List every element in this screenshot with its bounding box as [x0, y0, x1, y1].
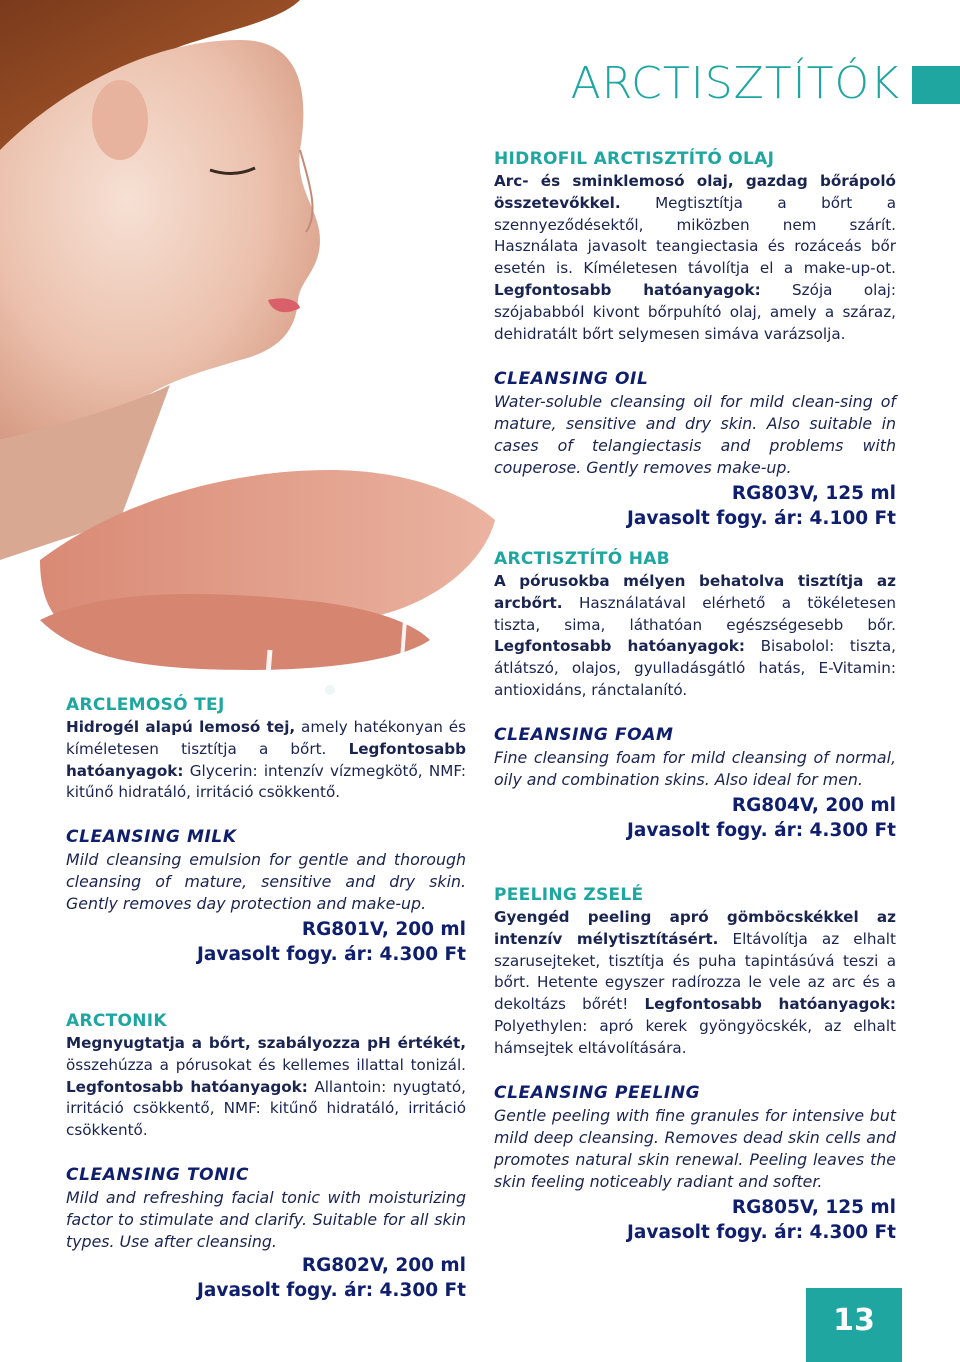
key-ingredients-label: Legfontosabb hatóanyagok:	[494, 280, 761, 299]
body-text: amely hatékonyan és kíméletesen tisztítja a bőrt.	[66, 718, 466, 758]
section-cleansing-peeling	[494, 1082, 896, 1245]
key-ingredients-text: Allantoin: nyugtató, irritáció csökkentő, NMF: kitűnő hidratáló, irritáció csökkentő.	[66, 1077, 466, 1140]
section-title: CLEANSING TONIC	[66, 1165, 250, 1185]
section-description: Water-soluble cleansing oil for mild clean-sing of mature, sensitive and dry skin. Also suitable in cases of telangiectasis and problems with couperose. Gently removes make-up.	[494, 392, 896, 477]
key-ingredients-text: Bisabolol: tiszta, átlátszó, olajos, gyulladásgátló hatás, E-Vitamin: antioxidáns, ránctalanító.	[494, 637, 896, 699]
section-title: PEELING ZSELÉ	[494, 885, 644, 905]
section-description	[66, 717, 466, 804]
section-title: CLEANSING PEELING	[494, 1083, 701, 1103]
lead-text: Arc- és sminklemosó olaj, gazdag bőrápoló összetevőkkel.	[494, 172, 896, 212]
section-description: Mild cleansing emulsion for gentle and thorough cleansing of mature, sensitive and dry skin. Gently removes day protection and make-up.	[66, 850, 466, 913]
product-code: RG801V, 200 ml	[301, 919, 466, 940]
lead-text: Hidrogél alapú lemosó tej,	[66, 718, 296, 736]
product-code: RG804V, 200 ml	[731, 795, 896, 816]
key-ingredients-label: Legfontosabb hatóanyagok:	[494, 637, 745, 656]
key-ingredients-label: Legfontosabb hatóanyagok:	[644, 995, 896, 1014]
section-arclemoso-tej	[66, 694, 466, 804]
key-ingredients-text: Glycerin: intenzív vízmegkötő, NMF: kitűnő hidratáló, irritáció csökkentő.	[66, 761, 466, 802]
section-title: HIDROFIL ARCTISZTÍTÓ OLAJ	[494, 149, 775, 169]
section-title: ARCLEMOSÓ TEJ	[66, 695, 225, 715]
key-ingredients-text: Szója olaj: szójababból kivont bőrpuhító olaj, amely a száraz, dehidratált bőrt selymesen simáva varázsolja.	[494, 280, 896, 343]
section-description	[494, 907, 896, 1060]
section-title: ARCTONIK	[66, 1011, 167, 1031]
title-accent-block	[912, 66, 960, 104]
section-title: CLEANSING OIL	[494, 369, 649, 389]
key-ingredients-label: Legfontosabb hatóanyagok:	[66, 1077, 308, 1096]
section-description: Fine cleansing foam for mild cleansing of normal, oily and combination skins. Also ideal for men.	[494, 748, 896, 789]
section-cleansing-foam	[494, 724, 896, 843]
lead-text: Gyengéd peeling apró gömböcskékkel az intenzív mélytisztításért.	[494, 908, 896, 948]
section-title: CLEANSING FOAM	[494, 725, 674, 745]
section-description	[494, 171, 896, 345]
body-text: Használatával elérhető a tökéletesen tiszta, sima, láthatóan egészségesebb bőr.	[494, 593, 896, 634]
section-description	[494, 571, 896, 702]
section-description: Gentle peeling with fine granules for intensive but mild deep cleansing. Removes dead skin cells and promotes natural skin renewal. Peeling leaves the skin feeling noticeably radiant and softer.	[494, 1106, 896, 1191]
section-title: ARCTISZTÍTÓ HAB	[494, 549, 670, 569]
product-price: Javasolt fogy. ár: 4.300 Ft	[627, 1222, 896, 1243]
page-number: 13	[806, 1288, 902, 1362]
body-text: Megtisztítja a bőrt a szennyeződésektől, miközben nem szárít. Használata javasolt teangiectasia és rozáceás bőr esetén is. Kíméletesen távolítja el a make-up-ot.	[494, 193, 896, 278]
key-ingredients-label: Legfontosabb hatóanyagok:	[66, 739, 466, 780]
section-title: CLEANSING MILK	[66, 827, 237, 847]
product-price: Javasolt fogy. ár: 4.300 Ft	[627, 820, 896, 841]
product-price: Javasolt fogy. ár: 4.300 Ft	[197, 1280, 466, 1301]
product-code: RG803V, 125 ml	[731, 483, 896, 504]
page-title: ARCTISZTÍTÓK	[570, 58, 900, 109]
body-text: Eltávolítja az elhalt szarusejteket, tisztítja és puha tapintásúvá teszi a bőrt. Hetente egyszer radírozza le vele az arc és a dekoltázs bőrét!	[494, 929, 896, 1014]
section-description: Mild and refreshing facial tonic with moisturizing factor to stimulate and clarify. Suitable for all skin types. Use after cleansing.	[66, 1188, 466, 1251]
product-code: RG802V, 200 ml	[301, 1255, 466, 1276]
section-arctonik	[66, 1010, 466, 1142]
section-peeling-zsele	[494, 884, 896, 1060]
key-ingredients-text: Polyethylen: apró kerek gyöngyöcskék, az elhalt hámsejtek eltávolítására.	[494, 1016, 896, 1057]
lead-text: Megnyugtatja a bőrt, szabályozza pH értékét,	[66, 1034, 466, 1052]
section-cleansing-tonic	[66, 1164, 466, 1303]
section-cleansing-milk	[66, 826, 466, 967]
section-description	[66, 1033, 466, 1142]
section-cleansing-oil	[494, 368, 896, 531]
lead-text: A pórusokba mélyen behatolva tisztítja az arcbőrt.	[494, 572, 896, 612]
body-text: összehúzza a pórusokat és kellemes illattal tonizál.	[66, 1055, 466, 1074]
product-price: Javasolt fogy. ár: 4.300 Ft	[197, 944, 466, 965]
product-price: Javasolt fogy. ár: 4.100 Ft	[627, 508, 896, 529]
product-code: RG805V, 125 ml	[731, 1197, 896, 1218]
section-arctisztito-hab	[494, 548, 896, 702]
section-hidrofil	[494, 148, 896, 345]
